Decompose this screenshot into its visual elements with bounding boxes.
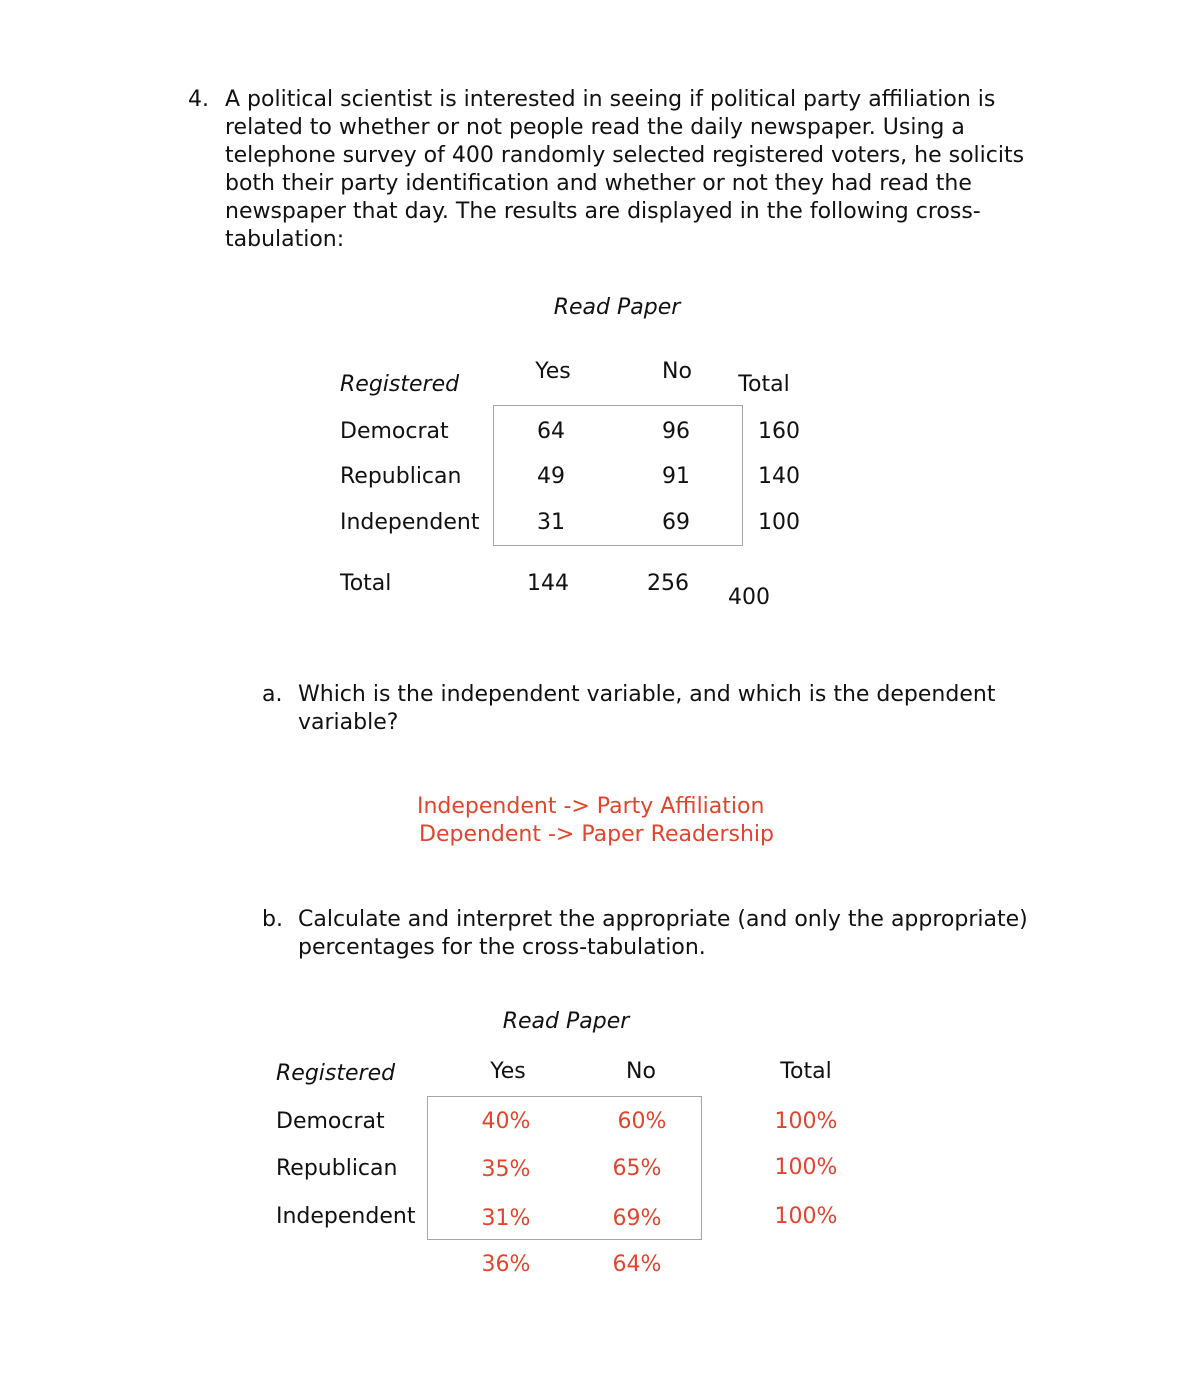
part-b-line-2: percentages for the cross-tabulation. [298, 935, 706, 960]
table1-row-label: Independent [340, 510, 480, 535]
part-b-letter: b. [262, 907, 283, 932]
table1-cell-yes: 64 [537, 419, 565, 444]
table2-cell-total: 100% [774, 1155, 838, 1180]
table1-cell-yes: 49 [537, 464, 565, 489]
table1-title: Read Paper [553, 295, 681, 320]
table1-row-label: Republican [340, 464, 462, 489]
table1-total-yes: 144 [527, 571, 569, 596]
table2-bottom-no: 64% [612, 1252, 662, 1277]
table2-cell-no: 65% [612, 1156, 662, 1181]
question-line-6: tabulation: [225, 227, 345, 252]
table2-bottom-yes: 36% [481, 1252, 531, 1277]
table1-cell-box [493, 405, 743, 546]
question-line-3: telephone survey of 400 randomly selected registered voters, he solicits [225, 143, 1025, 168]
table1-col-total: Total [738, 372, 790, 397]
table2-row-label: Independent [276, 1204, 416, 1229]
table2-cell-total: 100% [774, 1109, 838, 1134]
table1-total-label: Total [340, 571, 392, 596]
table1-cell-no: 69 [662, 510, 690, 535]
table2-row-label: Republican [276, 1156, 398, 1181]
table1-grand-total: 400 [728, 585, 770, 610]
table2-row-label: Democrat [276, 1109, 385, 1134]
question-number: 4. [188, 87, 209, 112]
question-line-4: both their party identification and whether or not they had read the [225, 171, 972, 196]
table2-title: Read Paper [502, 1009, 630, 1034]
question-line-5: newspaper that day. The results are displayed in the following cross- [225, 199, 981, 224]
part-a-line-1: Which is the independent variable, and which is the dependent [298, 682, 996, 707]
question-line-2: related to whether or not people read the daily newspaper. Using a [225, 115, 965, 140]
part-a-letter: a. [262, 682, 283, 707]
table1-row-label: Democrat [340, 419, 449, 444]
table1-col-no: No [662, 359, 692, 384]
question-line-1: A political scientist is interested in seeing if political party affiliation is [225, 87, 996, 112]
table2-cell-yes: 31% [481, 1206, 531, 1231]
table2-cell-yes: 40% [481, 1109, 531, 1134]
part-b-line-1: Calculate and interpret the appropriate (and only the appropriate) [298, 907, 1028, 932]
table1-cell-no: 96 [662, 419, 690, 444]
table1-cell-total: 160 [758, 419, 800, 444]
table1-col-yes: Yes [535, 359, 571, 384]
table1-cell-total: 100 [758, 510, 800, 535]
table1-row-header: Registered [340, 372, 460, 397]
part-a-line-2: variable? [298, 710, 399, 735]
answer-dependent: Dependent -> Paper Readership [419, 822, 774, 847]
table2-col-total: Total [780, 1059, 832, 1084]
table1-cell-total: 140 [758, 464, 800, 489]
table2-col-yes: Yes [490, 1059, 526, 1084]
table2-cell-total: 100% [774, 1204, 838, 1229]
answer-independent: Independent -> Party Affiliation [417, 794, 765, 819]
table1-total-no: 256 [647, 571, 689, 596]
table2-col-no: No [626, 1059, 656, 1084]
table2-cell-no: 60% [617, 1109, 667, 1134]
table1-cell-yes: 31 [537, 510, 565, 535]
table1-cell-no: 91 [662, 464, 690, 489]
table2-cell-no: 69% [612, 1206, 662, 1231]
table2-cell-yes: 35% [481, 1157, 531, 1182]
table2-row-header: Registered [276, 1061, 396, 1086]
